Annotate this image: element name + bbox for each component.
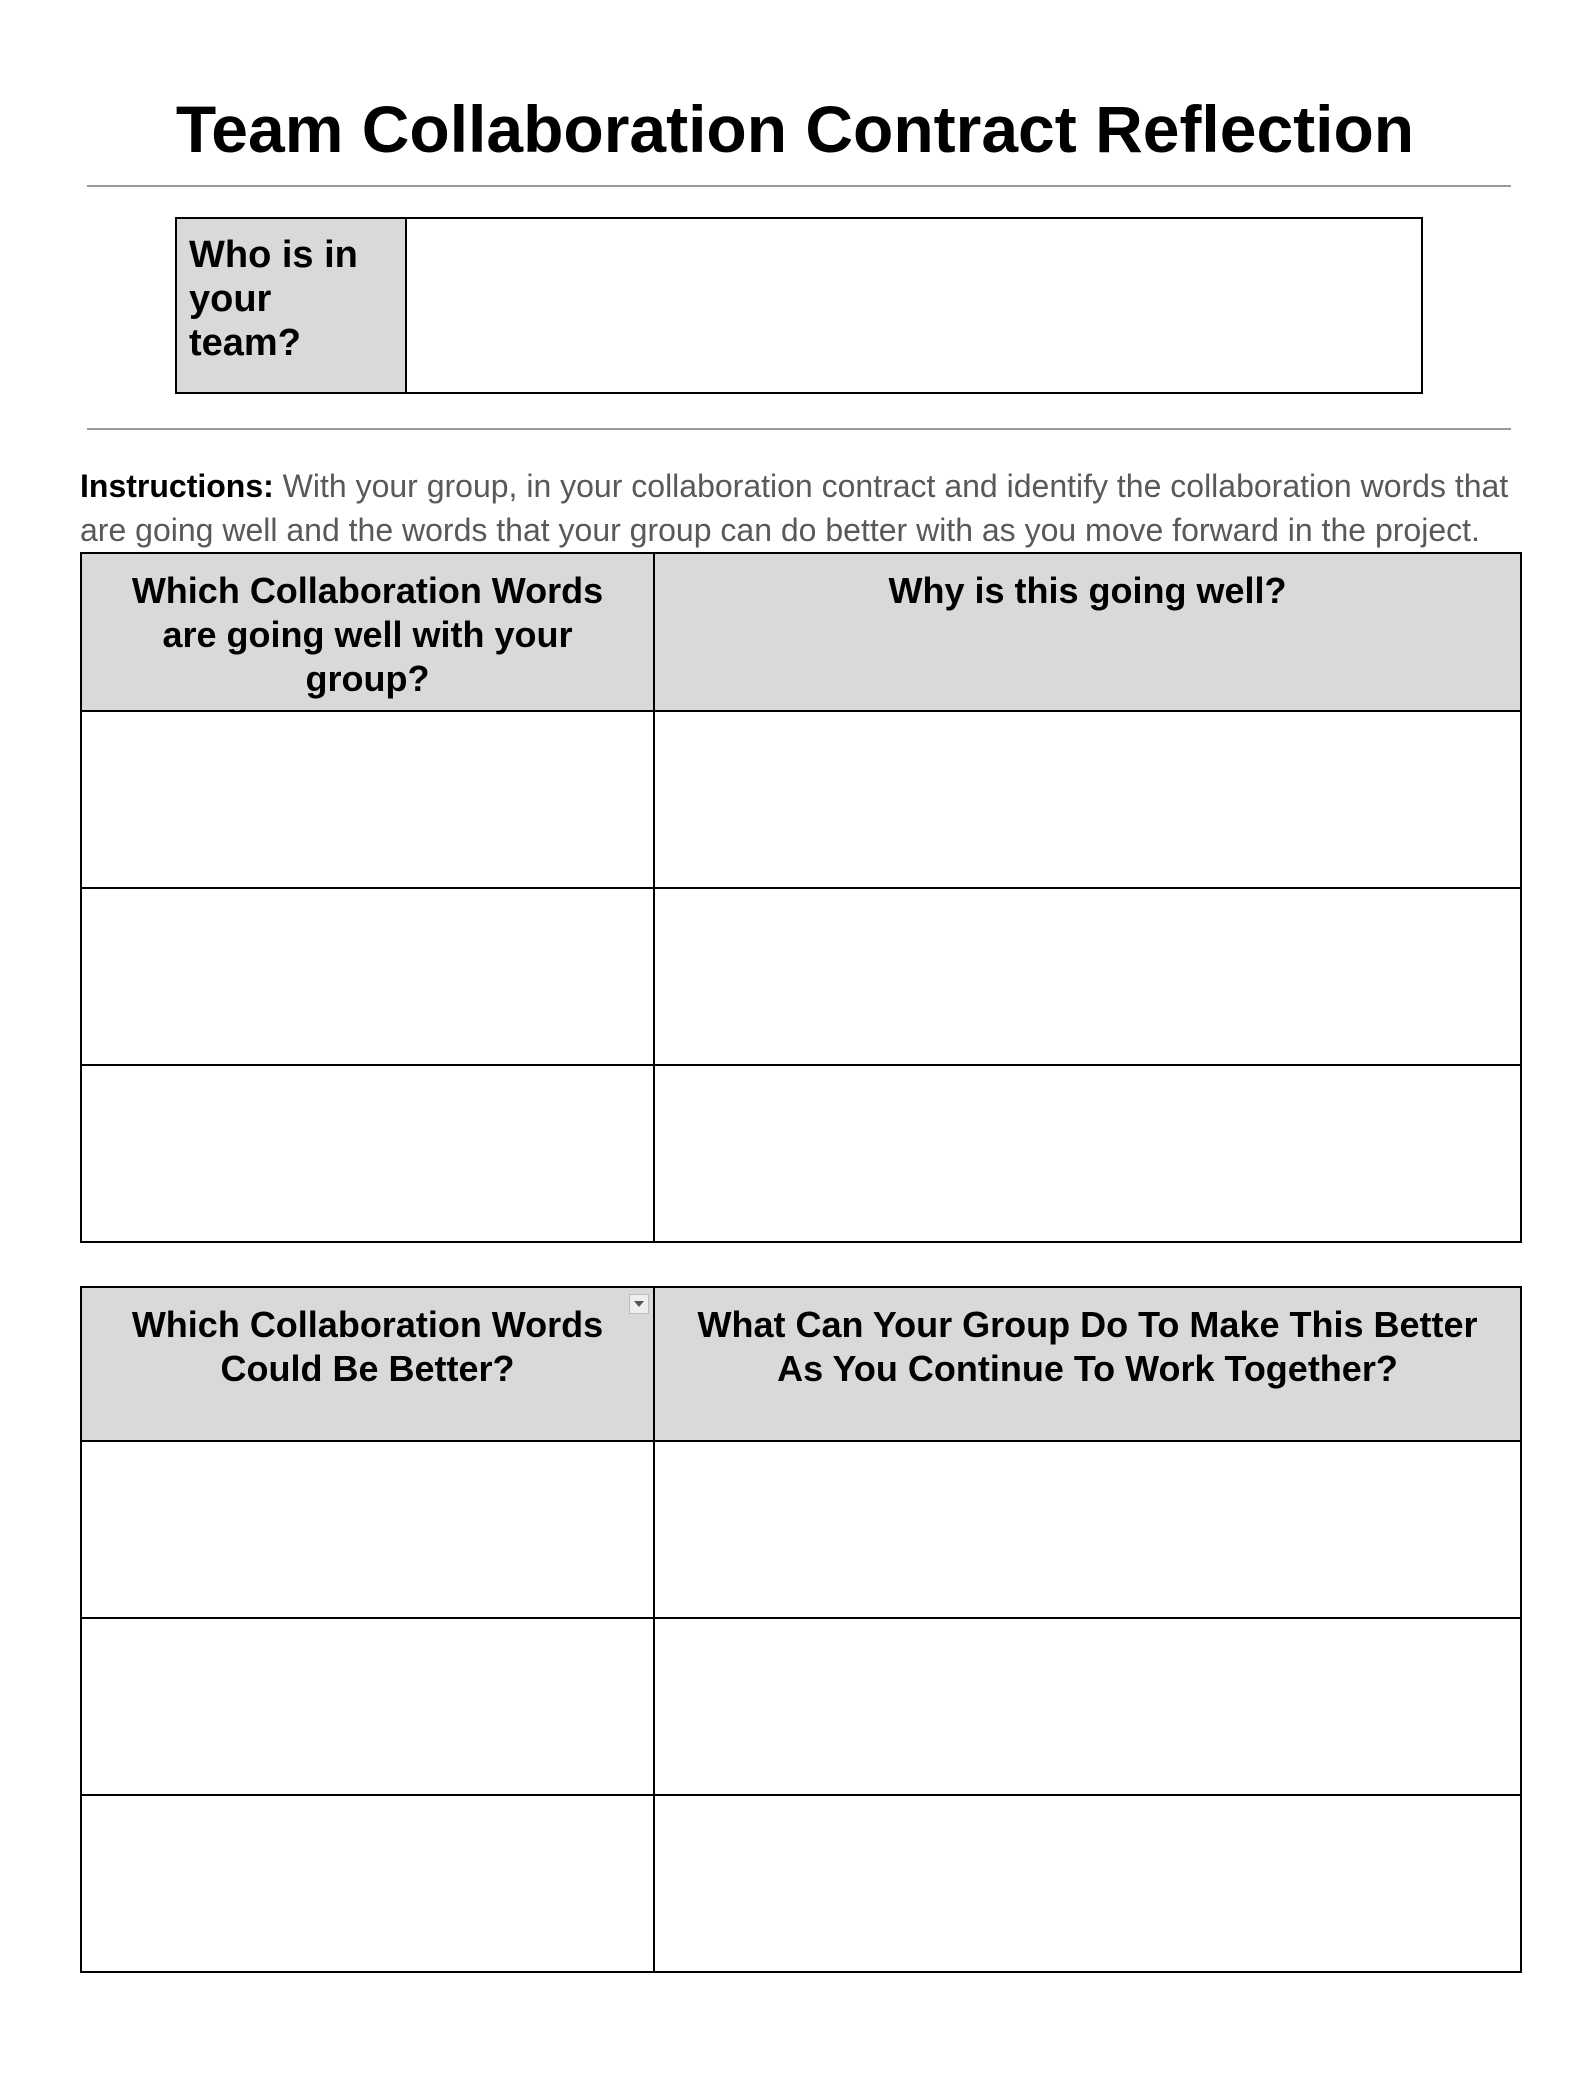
table-cell[interactable] [81,1065,654,1242]
table-header-row [81,1287,1521,1441]
table-row [81,1618,1521,1795]
table-cell[interactable] [81,1795,654,1972]
table-cell[interactable] [654,1441,1521,1618]
table-row [81,1065,1521,1242]
header-could-be-better-words [81,1287,654,1441]
table-cell[interactable] [81,1618,654,1795]
table-cell[interactable] [81,1441,654,1618]
divider-top [87,185,1511,187]
table-row [81,711,1521,888]
table-row [81,1441,1521,1618]
table-cell[interactable] [654,1065,1521,1242]
going-well-table [80,552,1522,1243]
divider-bottom [87,428,1511,430]
header-going-well-words: Which Collaboration Words are going well with your group? [81,553,654,711]
instructions-lead: Instructions: [80,468,274,504]
chevron-down-icon[interactable] [629,1294,649,1314]
could-be-better-table [80,1286,1522,1973]
table-cell[interactable] [654,1795,1521,1972]
header-why-going-well: Why is this going well? [654,553,1521,711]
table-header-row [81,553,1521,711]
team-members-label: Who is in your team? [177,219,407,392]
instructions [80,464,1520,552]
table-cell[interactable] [654,888,1521,1065]
table-cell[interactable] [654,711,1521,888]
instructions-text: With your group, in your collaboration contract and identify the collaboration words that are going well and the words that your group can do better with as you move forward in the project. [80,468,1509,548]
table-cell[interactable] [654,1618,1521,1795]
team-members-input[interactable] [407,219,1421,392]
table-row [81,1795,1521,1972]
header-make-better: What Can Your Group Do To Make This Better As You Continue To Work Together? [654,1287,1521,1441]
team-members-box [175,217,1423,394]
table-cell[interactable] [81,888,654,1065]
table-cell[interactable] [81,711,654,888]
page-title: Team Collaboration Contract Reflection [175,92,1415,166]
table-row [81,888,1521,1065]
header-label: Which Collaboration Words Could Be Better? [131,1304,604,1389]
